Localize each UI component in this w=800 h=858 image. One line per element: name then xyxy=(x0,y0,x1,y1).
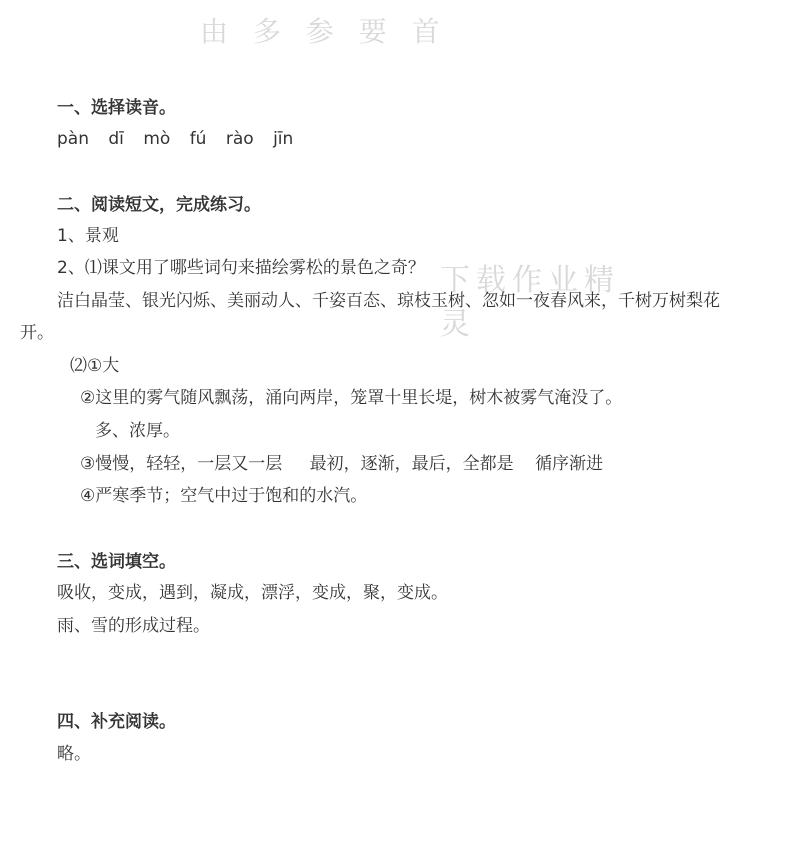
watermark-bottom-text: 下载作业精灵 xyxy=(440,263,620,342)
answer-2-2-item3-part1: ③慢慢，轻轻，一层又一层 xyxy=(80,454,283,474)
pinyin-item: rào xyxy=(225,129,254,149)
answer-2-2-item1: ⑵①大 xyxy=(70,356,120,376)
question-2-prefix: 2、 xyxy=(57,258,85,278)
answer-2-2-item2: ②这里的雾气随风飘荡，涌向两岸，笼罩十里长堤，树木被雾气淹没了。 xyxy=(80,388,623,408)
pinyin-item: mò xyxy=(143,129,171,149)
pinyin-item: pàn xyxy=(57,129,89,149)
pinyin-item: dī xyxy=(108,129,124,149)
answer-2-2-item3-part3: 循序渐进 xyxy=(535,454,604,474)
answer-2-2-item4: ④严寒季节；空气中过于饱和的水汽。 xyxy=(80,486,368,506)
answer-2-2-item2-continued: 多、浓厚。 xyxy=(95,421,180,441)
question-2 xyxy=(57,256,425,280)
section2-heading: 二、阅读短文，完成练习。 xyxy=(57,195,261,215)
section3-heading: 三、选词填空。 xyxy=(57,552,176,572)
pinyin-row xyxy=(57,127,307,151)
section3-answer-line1: 吸收，变成，遇到，凝成，漂浮，变成，聚，变成。 xyxy=(57,583,448,603)
answer-2-1-line1: 洁白晶莹、银光闪烁、美丽动人、千姿百态、琼枝玉树、忽如一夜春风来，千树万树梨花 xyxy=(57,291,720,311)
pinyin-item: fú xyxy=(189,129,207,149)
answer-2-1-line2: 开。 xyxy=(20,323,54,343)
section3-answer-line2: 雨、雪的形成过程。 xyxy=(57,616,210,636)
pinyin-item: jīn xyxy=(273,129,294,149)
section4-answer: 略。 xyxy=(57,744,91,764)
answer-2-2-item3-part2: 最初，逐渐，最后，全都是 xyxy=(309,454,514,474)
answer-2-2-item3 xyxy=(80,452,603,476)
section1-heading: 一、选择读音。 xyxy=(57,98,176,118)
watermark-top-text: 由 多 参 要 首 xyxy=(200,15,448,48)
question-1: 1、景观 xyxy=(57,226,119,246)
section4-heading: 四、补充阅读。 xyxy=(57,712,176,732)
question-2-sub: ⑴课文用了哪些词句来描绘雾松的景色之奇？ xyxy=(84,258,425,278)
